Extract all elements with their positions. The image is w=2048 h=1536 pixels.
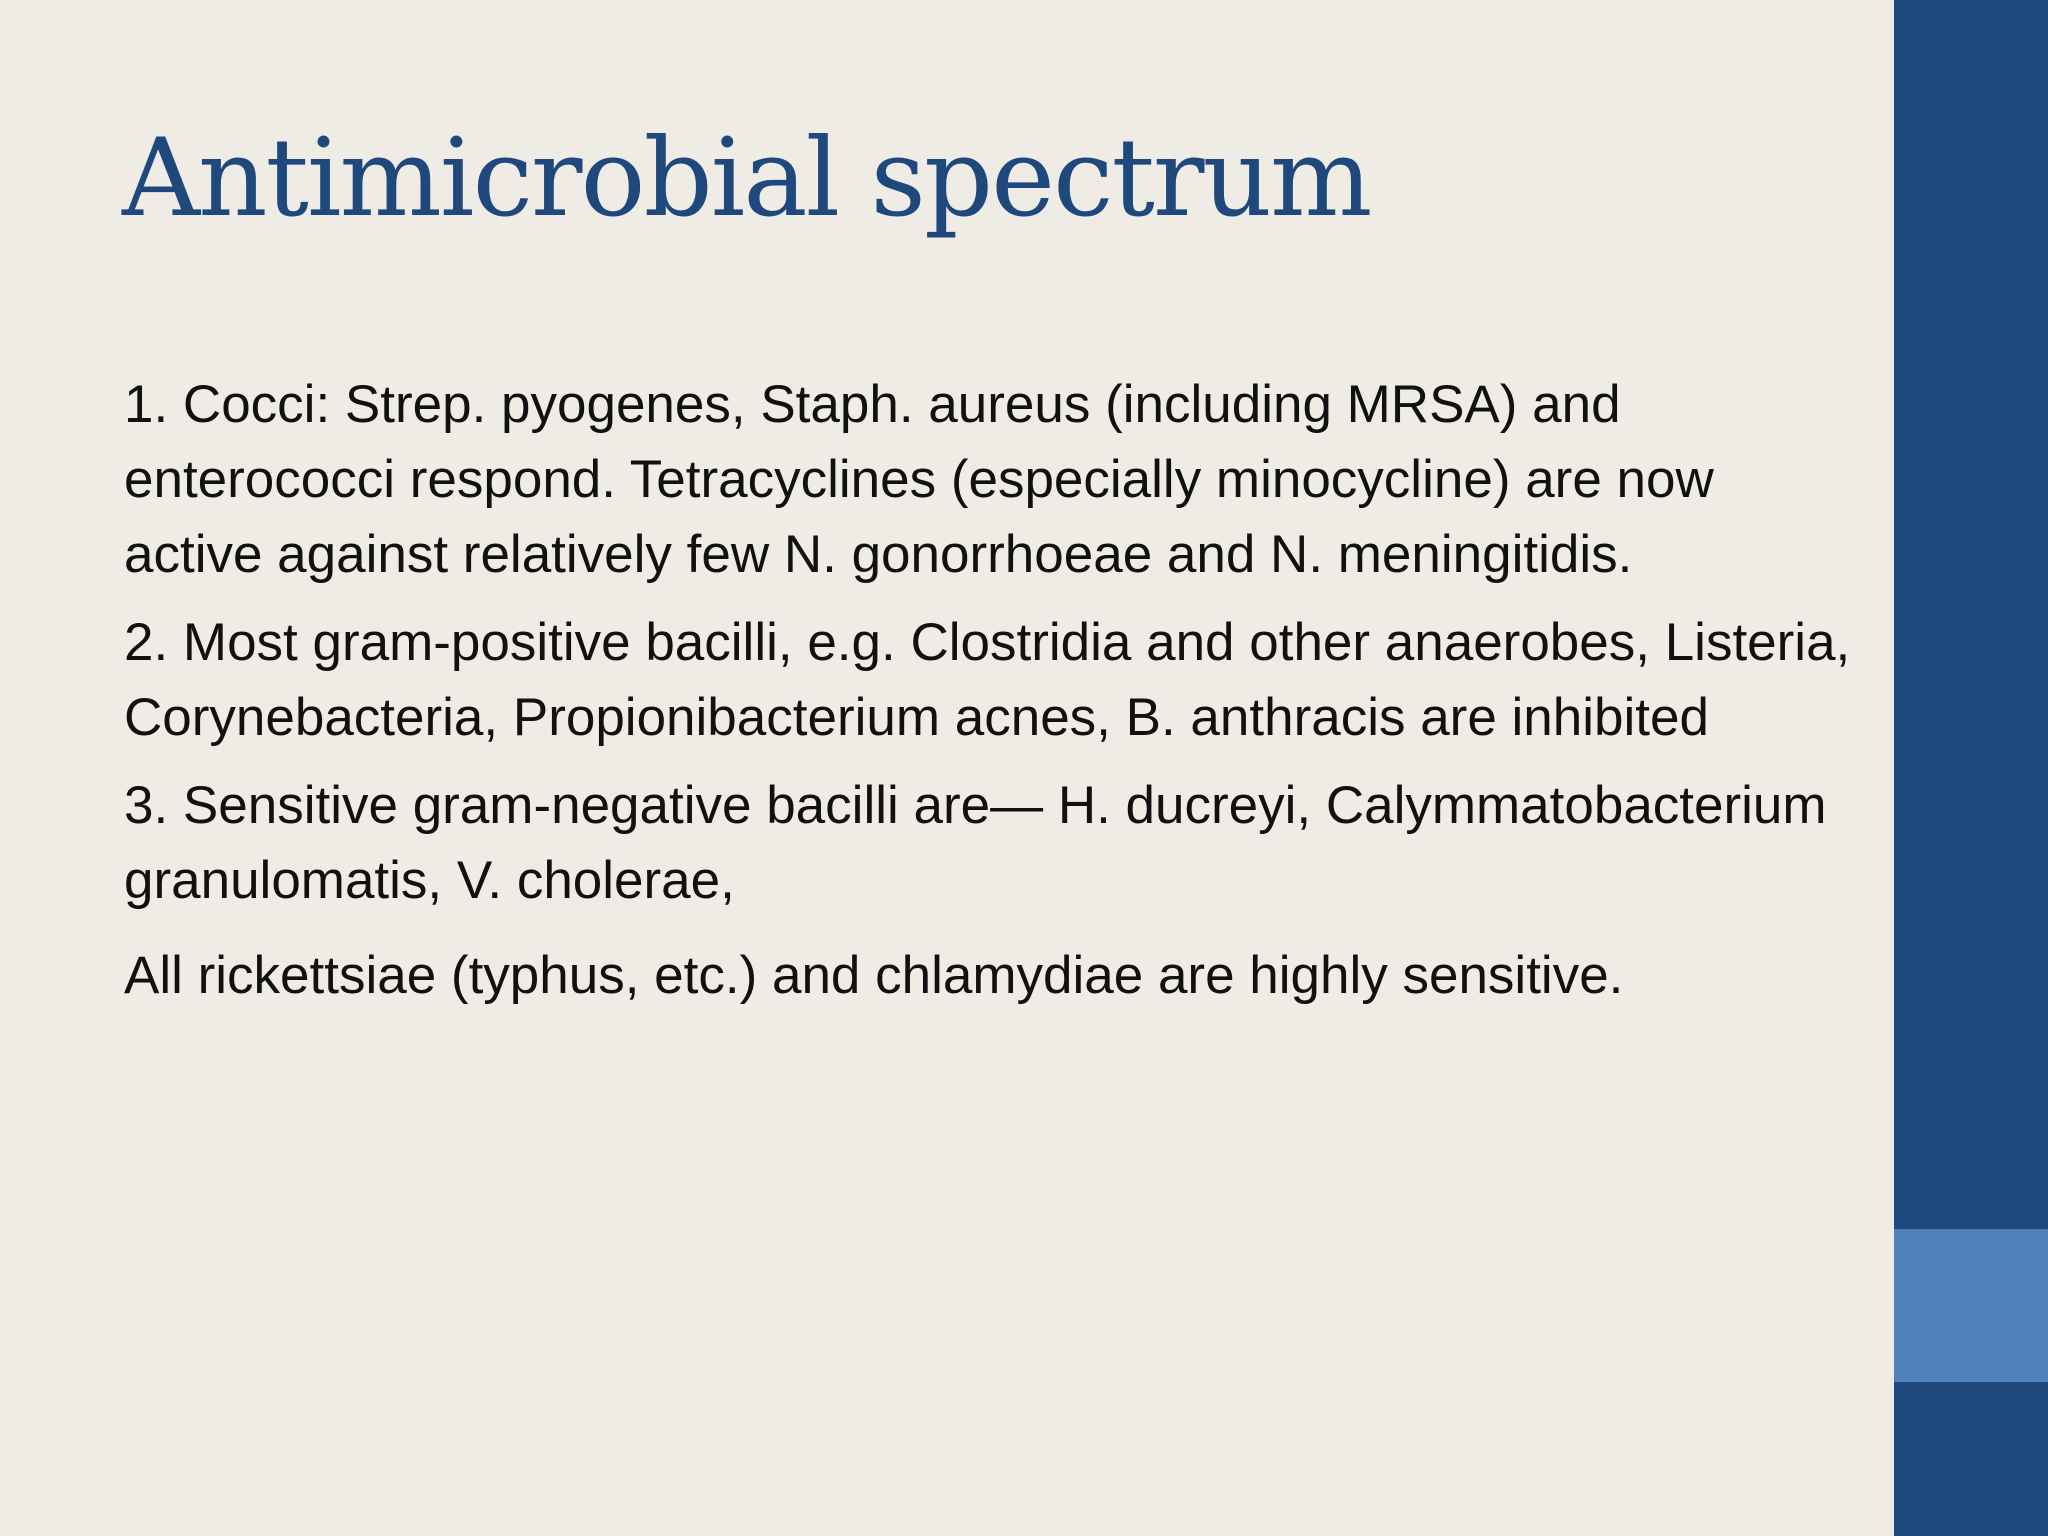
- paragraph-rickettsiae: All rickettsiae (typhus, etc.) and chlamydiae are highly sensitive.: [124, 946, 1624, 1005]
- paragraph-gram-negative: 3. Sensitive gram-negative bacilli are— H. ducreyi, Calymmatobacterium granulomatis, V. cholerae,: [124, 776, 1827, 910]
- side-accent-decoration: [1894, 1229, 2048, 1382]
- slide-body: [124, 367, 1864, 1026]
- slide-title: Antimicrobial spectrum: [122, 116, 1371, 241]
- paragraph-cocci: 1. Cocci: Strep. pyogenes, Staph. aureus (including MRSA) and enterococci respond. Tetracyclines (especially minocycline) are now active against relatively few N. gonorrhoeae and N. meningitidis.: [124, 375, 1714, 584]
- paragraph-gram-positive: 2. Most gram-positive bacilli, e.g. Clostridia and other anaerobes, Listeria, Corynebacteria, Propionibacterium acnes, B. anthracis are inhibited: [124, 613, 1851, 747]
